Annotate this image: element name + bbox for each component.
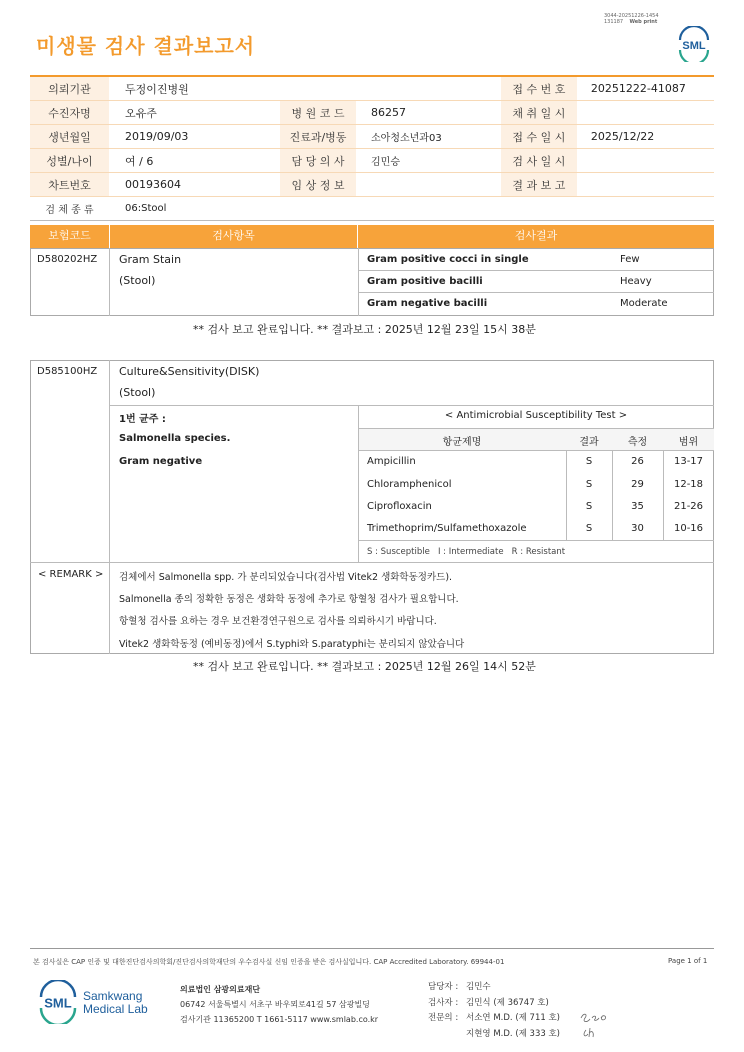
gram-type: Gram negative bbox=[119, 456, 203, 467]
staff-name: 지현영 M.D. (제 333 호) bbox=[466, 1028, 561, 1039]
sml-logo-icon bbox=[676, 26, 712, 62]
ast-result: S bbox=[585, 479, 593, 490]
gram-result-label: Gram negative bacilli bbox=[367, 298, 488, 309]
page-number: Page 1 of 1 bbox=[668, 957, 708, 965]
requesting-org: 두정이진병원 bbox=[109, 76, 375, 101]
ast-drug: Ciprofloxacin bbox=[367, 501, 432, 512]
ast-title: < Antimicrobial Susceptibility Test > bbox=[444, 410, 628, 421]
ast-header-range: 범위 bbox=[678, 437, 699, 448]
doctor: 김민승 bbox=[356, 149, 501, 173]
org-contact: 검사기관 11365200 T 1661-5117 www.smlab.co.kr bbox=[180, 1015, 379, 1024]
ast-drug: Chloramphenicol bbox=[367, 479, 452, 490]
sml-logo-text: SML bbox=[682, 40, 706, 52]
remark-line: Vitek2 생화학동정 (예비동정)에서 S.typhi와 S.paratyphi는 분리되지 않았습니다 bbox=[119, 639, 465, 650]
org-name: 의료법인 삼광의료재단 bbox=[180, 985, 261, 994]
remark-line: Salmonella 종의 정확한 동정은 생화학 동정에 추가로 항혈청 검사가 필요합니다. bbox=[119, 594, 459, 605]
receipt-date: 2025/12/22 bbox=[577, 125, 714, 149]
ast-header-result: 결과 bbox=[579, 437, 599, 448]
ast-measure: 26 bbox=[631, 456, 644, 467]
ast-range: 12-18 bbox=[673, 479, 704, 490]
receipt-no-label: 접 수 번 호 bbox=[501, 76, 577, 101]
hospital-code-label: 병 원 코 드 bbox=[280, 101, 356, 125]
report-label: 결 과 보 고 bbox=[501, 173, 577, 197]
specimen: 06:Stool bbox=[109, 197, 714, 221]
patient-label: 수진자명 bbox=[30, 101, 109, 125]
ast-range: 21-26 bbox=[673, 501, 704, 512]
gram-result-label: Gram positive bacilli bbox=[367, 276, 483, 287]
org-address: 06742 서울특별시 서초구 바우뫼로41길 57 삼광빌딩 bbox=[180, 1000, 370, 1009]
samkwang-logo-icon bbox=[36, 980, 80, 1024]
receipt-no: 20251222-41087 bbox=[577, 76, 714, 101]
gram-test-name: Gram Stain bbox=[119, 253, 182, 266]
hospital-code: 86257 bbox=[356, 101, 501, 125]
ast-header-measure: 측정 bbox=[627, 437, 648, 448]
ast-legend: S : Susceptible I : Intermediate R : Resistant bbox=[367, 547, 566, 557]
report-value bbox=[577, 173, 714, 197]
clinical-label: 임 상 정 보 bbox=[280, 173, 356, 197]
samkwang-logo-text: SML bbox=[44, 995, 72, 1011]
test-date bbox=[577, 149, 714, 173]
print-meta-id: 3044-20251226-1454 bbox=[604, 13, 659, 19]
staff-name: 서소연 M.D. (제 711 호) bbox=[466, 1013, 561, 1023]
staff-role: 담당자 : bbox=[428, 982, 459, 992]
patient-info-table bbox=[30, 75, 714, 221]
ast-range: 10-16 bbox=[673, 523, 704, 534]
sex-age: 여 / 6 bbox=[109, 149, 280, 173]
samkwang-name bbox=[83, 990, 148, 1016]
sex-age-label: 성별/나이 bbox=[30, 149, 109, 173]
ast-result: S bbox=[585, 456, 593, 467]
staff-role: 전문의 : bbox=[428, 1013, 459, 1023]
ast-result: S bbox=[585, 501, 593, 512]
dept-label: 진료과/병동 bbox=[280, 125, 356, 149]
receipt-date-label: 접 수 일 시 bbox=[501, 125, 577, 149]
remark-line: 항혈청 검사를 요하는 경우 보건환경연구원으로 검사를 의뢰하시기 바랍니다. bbox=[119, 616, 437, 627]
report-title: 미생물 검사 결과보고서 bbox=[36, 34, 256, 58]
col-header-item: 검사항목 bbox=[110, 225, 357, 248]
signature-icon bbox=[578, 1010, 612, 1040]
specimen-label: 검 체 종 류 bbox=[30, 197, 109, 221]
ast-measure: 35 bbox=[631, 501, 644, 512]
culture-test-name: Culture&Sensitivity(DISK) bbox=[119, 365, 260, 378]
print-meta-code: 131187 bbox=[604, 19, 624, 25]
remark-label: < REMARK > bbox=[38, 569, 104, 580]
gram-result-value: Heavy bbox=[620, 276, 652, 287]
dob: 2019/09/03 bbox=[109, 125, 280, 149]
ast-measure: 30 bbox=[631, 523, 644, 534]
remark-line: 검체에서 Salmonella spp. 가 분리되었습니다(검사법 Vitek2 생화학동정카드). bbox=[119, 572, 453, 583]
ast-result: S bbox=[585, 523, 593, 534]
test-date-label: 검 사 일 시 bbox=[501, 149, 577, 173]
gram-complete-note: ** 검사 보고 완료입니다. ** 결과보고 : 2025년 12월 23일 15시 38분 bbox=[193, 323, 536, 336]
gram-result-value: Moderate bbox=[620, 298, 668, 309]
organism: Salmonella species. bbox=[119, 433, 231, 444]
print-meta bbox=[604, 13, 659, 25]
clinical-info bbox=[356, 173, 501, 197]
doctor-label: 담 당 의 사 bbox=[280, 149, 356, 173]
chart-no-label: 차트번호 bbox=[30, 173, 109, 197]
collect-date-label: 채 취 일 시 bbox=[501, 101, 577, 125]
gram-specimen: (Stool) bbox=[119, 274, 156, 287]
strain-label: 1번 균주 : bbox=[119, 414, 166, 425]
col-header-result: 검사결과 bbox=[358, 225, 714, 248]
col-header-code: 보험코드 bbox=[30, 225, 109, 248]
ast-drug: Ampicillin bbox=[367, 456, 416, 467]
dob-label: 생년월일 bbox=[30, 125, 109, 149]
patient-name: 오유주 bbox=[109, 101, 280, 125]
print-meta-web: Web print bbox=[629, 19, 658, 25]
gram-result-value: Few bbox=[620, 254, 640, 265]
gram-result-label: Gram positive cocci in single bbox=[367, 254, 529, 265]
requesting-org-label: 의뢰기관 bbox=[30, 76, 109, 101]
chart-no: 00193604 bbox=[109, 173, 280, 197]
ast-range: 13-17 bbox=[673, 456, 704, 467]
ast-header-drug: 항균제명 bbox=[442, 437, 482, 448]
org-info bbox=[180, 982, 378, 1027]
culture-specimen: (Stool) bbox=[119, 386, 156, 399]
samkwang-name-line1: Samkwang bbox=[83, 989, 143, 1003]
ast-drug: Trimethoprim/Sulfamethoxazole bbox=[367, 523, 527, 534]
culture-code: D585100HZ bbox=[37, 366, 98, 377]
staff-name: 김민수 bbox=[466, 982, 491, 992]
staff-role: 검사자 : bbox=[428, 997, 459, 1008]
samkwang-name-line2: Medical Lab bbox=[83, 1002, 148, 1016]
staff-list bbox=[428, 980, 560, 1042]
staff-name: 김민식 (제 36747 호) bbox=[466, 997, 549, 1008]
cert-note: 본 검사실은 CAP 인증 및 대한진단검사의학회/진단검사의학재단의 우수검사실 신임 인증을 받은 검사실입니다. CAP Accredited Laboratory. 69944-01 bbox=[33, 958, 505, 966]
gram-code: D580202HZ bbox=[37, 254, 98, 265]
ast-measure: 29 bbox=[631, 479, 644, 490]
culture-complete-note: ** 검사 보고 완료입니다. ** 결과보고 : 2025년 12월 26일 14시 52분 bbox=[193, 660, 536, 673]
dept: 소아청소년과03 bbox=[356, 125, 501, 149]
collect-date bbox=[577, 101, 714, 125]
